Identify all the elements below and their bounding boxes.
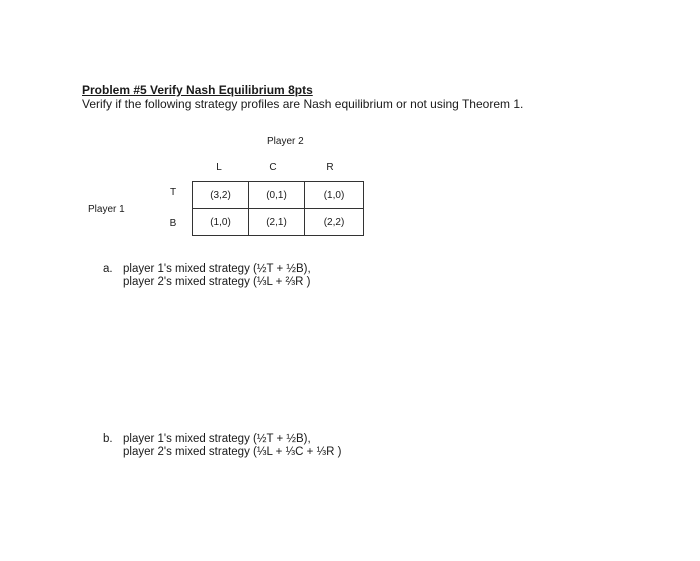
- row-player-label: Player 1: [88, 204, 125, 215]
- problem-instructions: Verify if the following strategy profiles are Nash equilibrium or not using Theorem 1.: [82, 97, 524, 111]
- payoff-row-b: [193, 209, 364, 236]
- payoff-cell-t-r: (1,0): [305, 182, 364, 209]
- question-b-marker: b.: [103, 433, 113, 445]
- column-header-r: R: [326, 162, 334, 173]
- payoff-row-t: [193, 182, 364, 209]
- question-a-marker: a.: [103, 263, 113, 275]
- payoff-matrix: [192, 181, 364, 236]
- payoff-cell-b-l: (1,0): [193, 209, 249, 236]
- payoff-cell-t-c: (0,1): [249, 182, 305, 209]
- question-b-line1: player 1's mixed strategy (½T + ½B),: [123, 433, 311, 445]
- payoff-cell-b-r: (2,2): [305, 209, 364, 236]
- payoff-cell-b-c: (2,1): [249, 209, 305, 236]
- question-a-line1: player 1's mixed strategy (½T + ½B),: [123, 263, 311, 275]
- column-player-label: Player 2: [267, 136, 304, 147]
- question-b-line2: player 2's mixed strategy (⅓L + ⅓C + ⅓R ): [123, 446, 342, 458]
- question-a-line2: player 2's mixed strategy (⅓L + ⅔R ): [123, 276, 311, 288]
- row-header-b: B: [169, 218, 177, 229]
- payoff-cell-t-l: (3,2): [193, 182, 249, 209]
- column-header-c: C: [269, 162, 277, 173]
- row-header-t: T: [169, 187, 177, 198]
- column-header-l: L: [216, 162, 222, 173]
- problem-title: Problem #5 Verify Nash Equilibrium 8pts: [82, 83, 313, 97]
